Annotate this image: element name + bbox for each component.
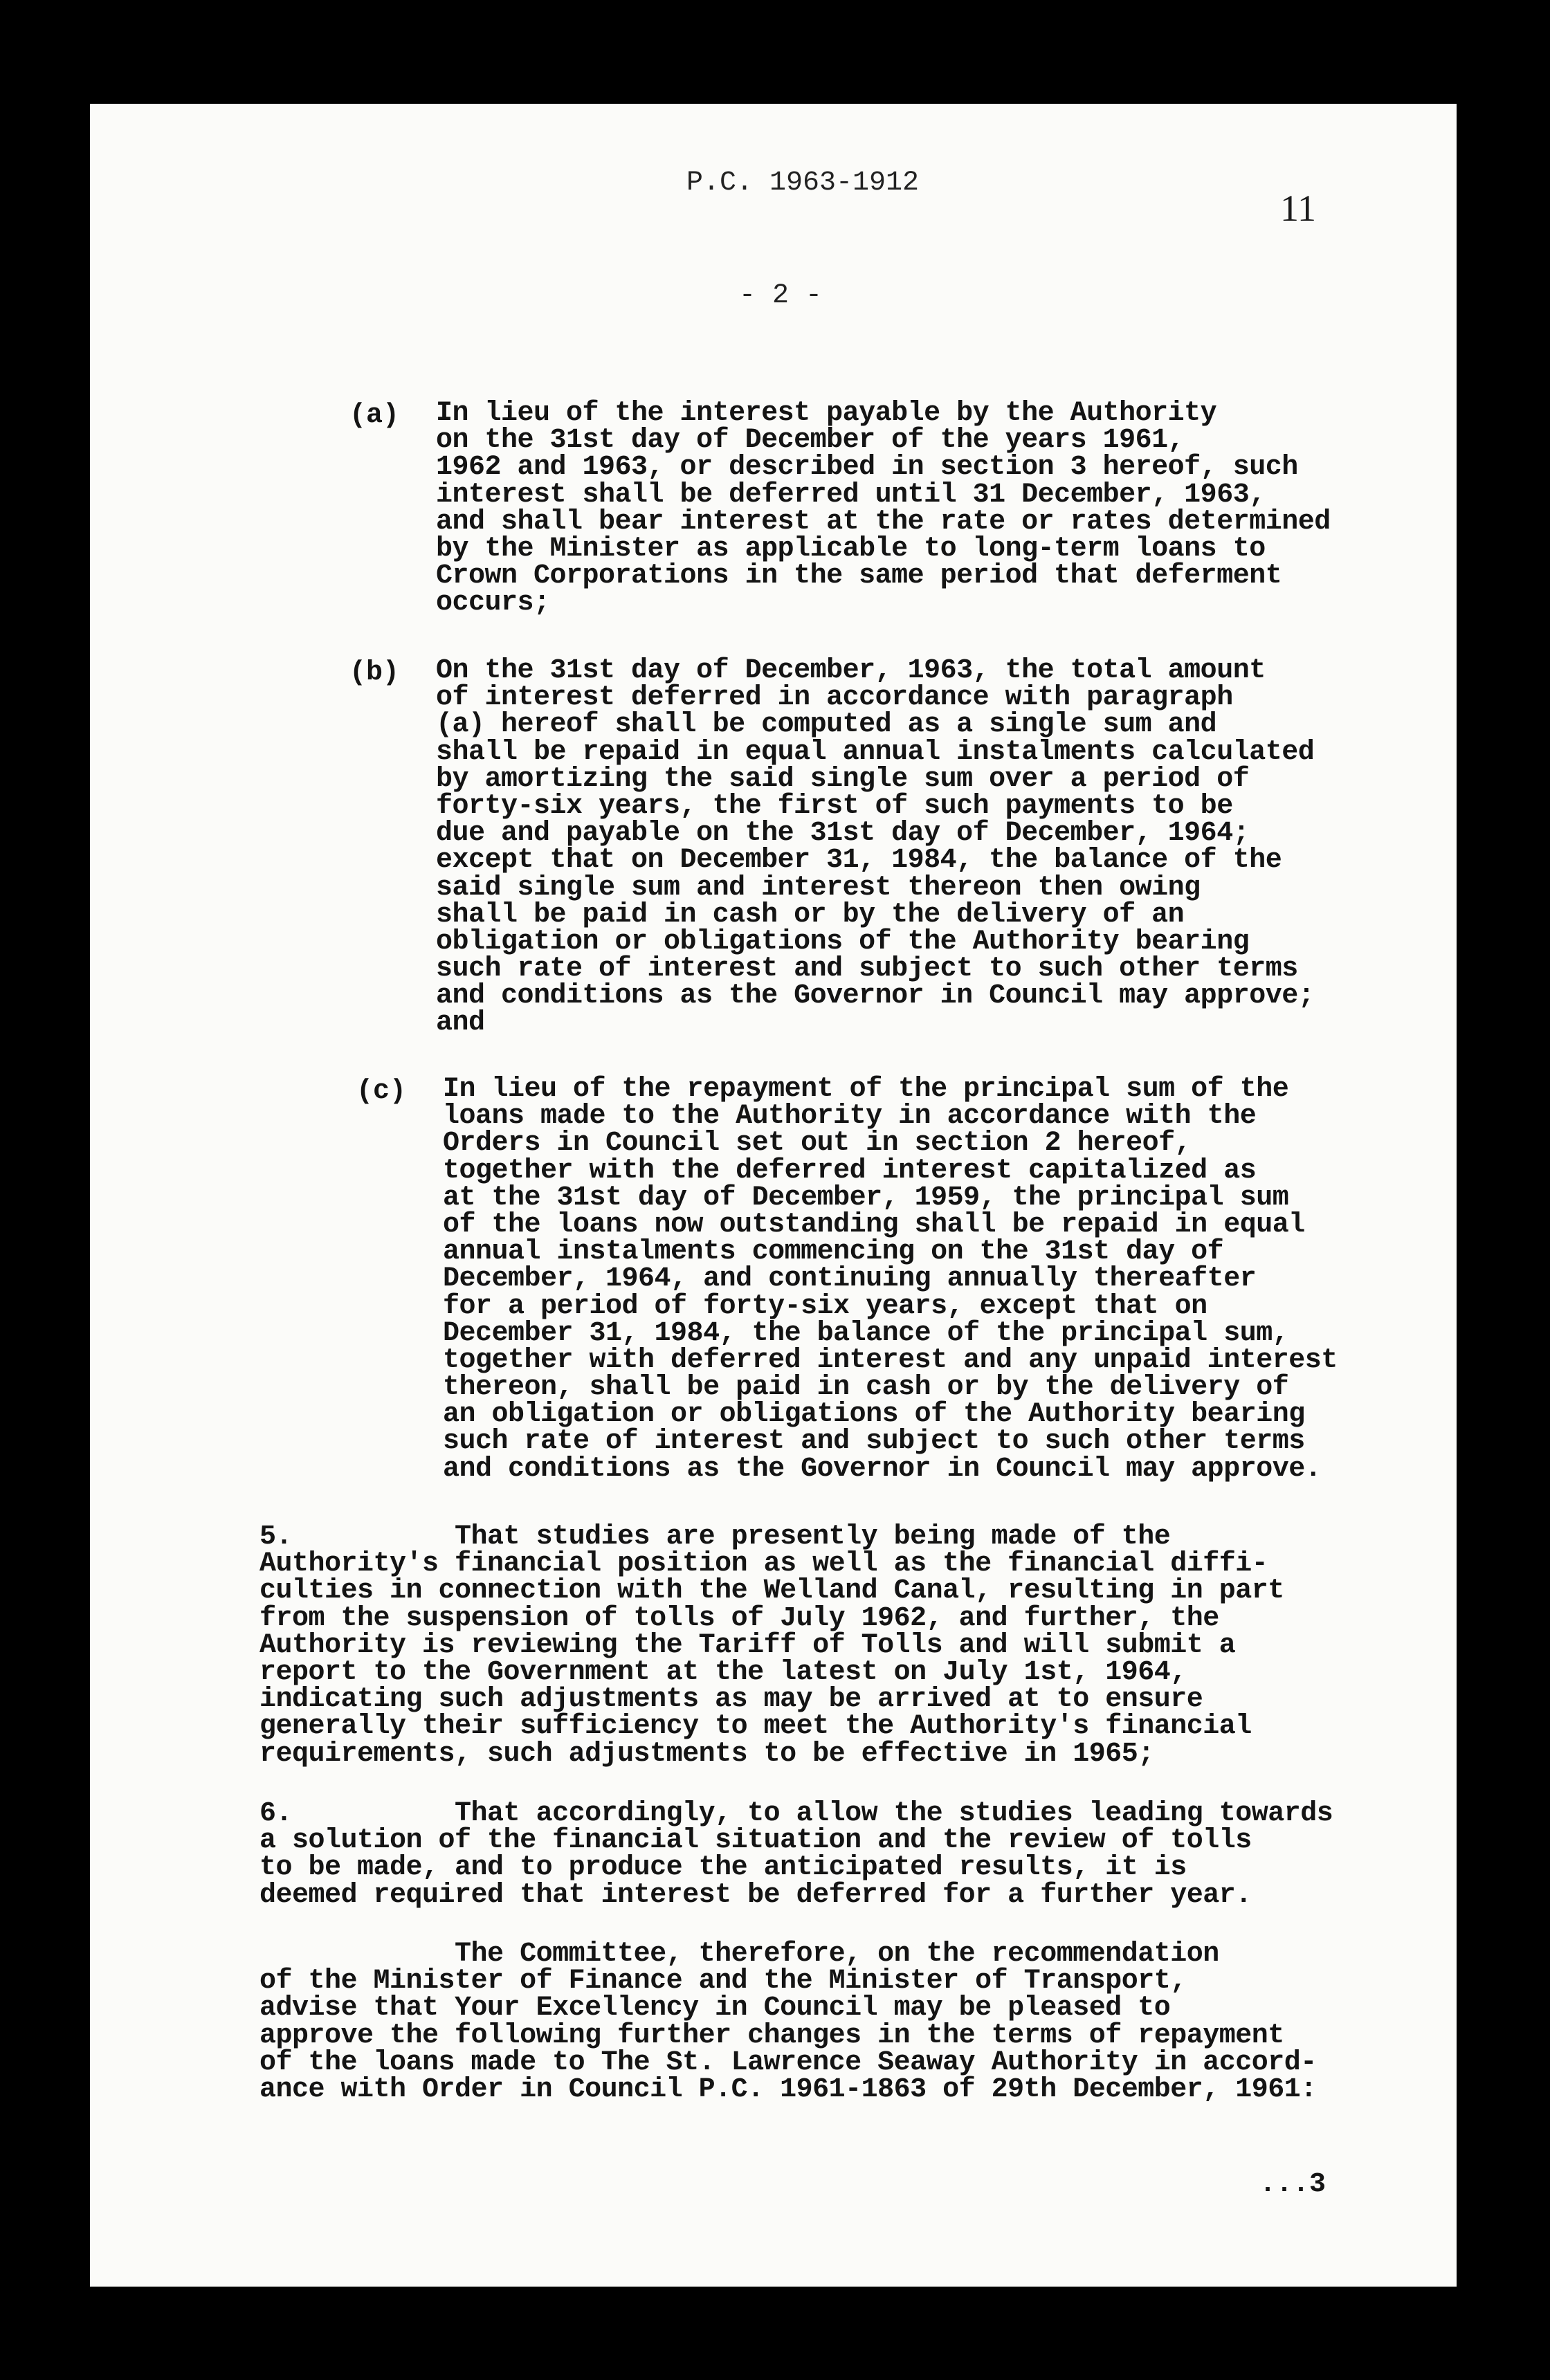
text-line: and conditions as the Governor in Council may approve; [436, 980, 1315, 1012]
text-line: Authority is reviewing the Tariff of Tolls and will submit a [259, 1629, 1236, 1661]
paragraph-a-marker: (a) [349, 400, 400, 431]
text-line: thereon, shall be paid in cash or by the delivery of [443, 1372, 1289, 1404]
text-line: 1962 and 1963, or described in section 3 hereof, such [436, 452, 1298, 484]
text-line: obligation or obligations of the Authority bearing [436, 926, 1250, 958]
text-line: annual instalments commencing on the 31st day of [443, 1236, 1224, 1268]
text-line: forty-six years, the first of such payments to be [436, 790, 1233, 822]
text-line: December, 1964, and continuing annually thereafter [443, 1263, 1257, 1295]
text-line: requirements, such adjustments to be effective in 1965; [259, 1738, 1154, 1770]
text-line: interest shall be deferred until 31 December, 1963, [436, 479, 1266, 511]
text-line: said single sum and interest thereon then owing [436, 872, 1201, 904]
text-line: on the 31st day of December of the years 1961, [436, 425, 1185, 457]
text-line: of the loans made to The St. Lawrence Seaway Authority in accord- [259, 2047, 1317, 2078]
text-line: (a) hereof shall be computed as a single sum and [436, 709, 1217, 741]
text-line: loans made to the Authority in accordance with the [443, 1101, 1257, 1133]
text-line: of interest deferred in accordance with paragraph [436, 682, 1233, 714]
text-line: advise that Your Excellency in Council may be pleased to [259, 1993, 1171, 2024]
text-line: due and payable on the 31st day of December, 1964; [436, 818, 1250, 850]
text-line: of the Minister of Finance and the Minister of Transport, [259, 1966, 1187, 1997]
text-line: shall be paid in cash or by the delivery of an [436, 899, 1185, 931]
text-line: culties in connection with the Welland Canal, resulting in part [259, 1575, 1284, 1607]
text-line: by amortizing the said single sum over a period of [436, 763, 1250, 795]
text-line: 6. That accordingly, to allow the studies leading towards [259, 1798, 1333, 1829]
text-line: to be made, and to produce the anticipated results, it is [259, 1852, 1187, 1884]
text-line: approve the following further changes in the terms of repayment [259, 2020, 1284, 2051]
text-line: 5. That studies are presently being made of the [259, 1521, 1171, 1553]
text-line: and shall bear interest at the rate or rates determined [436, 506, 1331, 538]
text-line: December 31, 1984, the balance of the principal sum, [443, 1317, 1289, 1349]
text-line: ance with Order in Council P.C. 1961-1863 of 29th December, 1961: [259, 2074, 1317, 2105]
paragraph-b [436, 657, 1314, 1037]
text-line: occurs; [436, 587, 550, 619]
text-line: a solution of the financial situation and the review of tolls [259, 1825, 1252, 1857]
text-line: from the suspension of tolls of July 1962, and further, the [259, 1602, 1219, 1634]
text-line: Authority's financial position as well as the financial diffi- [259, 1548, 1268, 1580]
text-line: Crown Corporations in the same period that deferment [436, 560, 1282, 592]
text-line: indicating such adjustments as may be arrived at to ensure [259, 1684, 1203, 1716]
text-line: such rate of interest and subject to such other terms [436, 953, 1298, 985]
text-line: at the 31st day of December, 1959, the principal sum [443, 1182, 1289, 1214]
paragraph-6 [259, 1800, 1333, 1909]
text-line: report to the Government at the latest on July 1st, 1964, [259, 1656, 1187, 1688]
continuation-marker: ...3 [1259, 2169, 1326, 2200]
page-number: - 2 - [739, 280, 823, 311]
text-line: generally their sufficiency to meet the Authority's financial [259, 1711, 1252, 1743]
paragraph-c-marker: (c) [356, 1076, 407, 1107]
text-line: such rate of interest and subject to such other terms [443, 1426, 1305, 1458]
text-line: together with the deferred interest capitalized as [443, 1155, 1257, 1187]
text-line: In lieu of the repayment of the principal sum of the [443, 1074, 1289, 1105]
folio-number: 11 [1280, 187, 1316, 229]
text-line: by the Minister as applicable to long-term loans to [436, 533, 1266, 565]
text-line: The Committee, therefore, on the recommendation [259, 1939, 1219, 1970]
text-line: of the loans now outstanding shall be repaid in equal [443, 1209, 1305, 1241]
text-line: shall be repaid in equal annual instalments calculated [436, 736, 1315, 768]
text-line: and [436, 1007, 485, 1039]
text-line: Orders in Council set out in section 2 hereof, [443, 1128, 1192, 1160]
paragraph-a [436, 400, 1331, 617]
text-line: In lieu of the interest payable by the Authority [436, 398, 1217, 429]
document-page [90, 104, 1457, 2287]
text-line: for a period of forty-six years, except that on [443, 1290, 1207, 1322]
paragraph-b-marker: (b) [349, 657, 400, 688]
committee-recommendation [259, 1941, 1317, 2103]
text-line: an obligation or obligations of the Authority bearing [443, 1399, 1305, 1431]
paragraph-5 [259, 1523, 1284, 1768]
text-line: together with deferred interest and any unpaid interest [443, 1344, 1338, 1376]
text-line: On the 31st day of December, 1963, the total amount [436, 655, 1266, 686]
text-line: deemed required that interest be deferred for a further year. [259, 1879, 1252, 1911]
order-reference: P.C. 1963-1912 [686, 167, 920, 199]
text-line: and conditions as the Governor in Council may approve. [443, 1453, 1322, 1485]
paragraph-c [443, 1076, 1338, 1483]
text-line: except that on December 31, 1984, the balance of the [436, 845, 1282, 877]
